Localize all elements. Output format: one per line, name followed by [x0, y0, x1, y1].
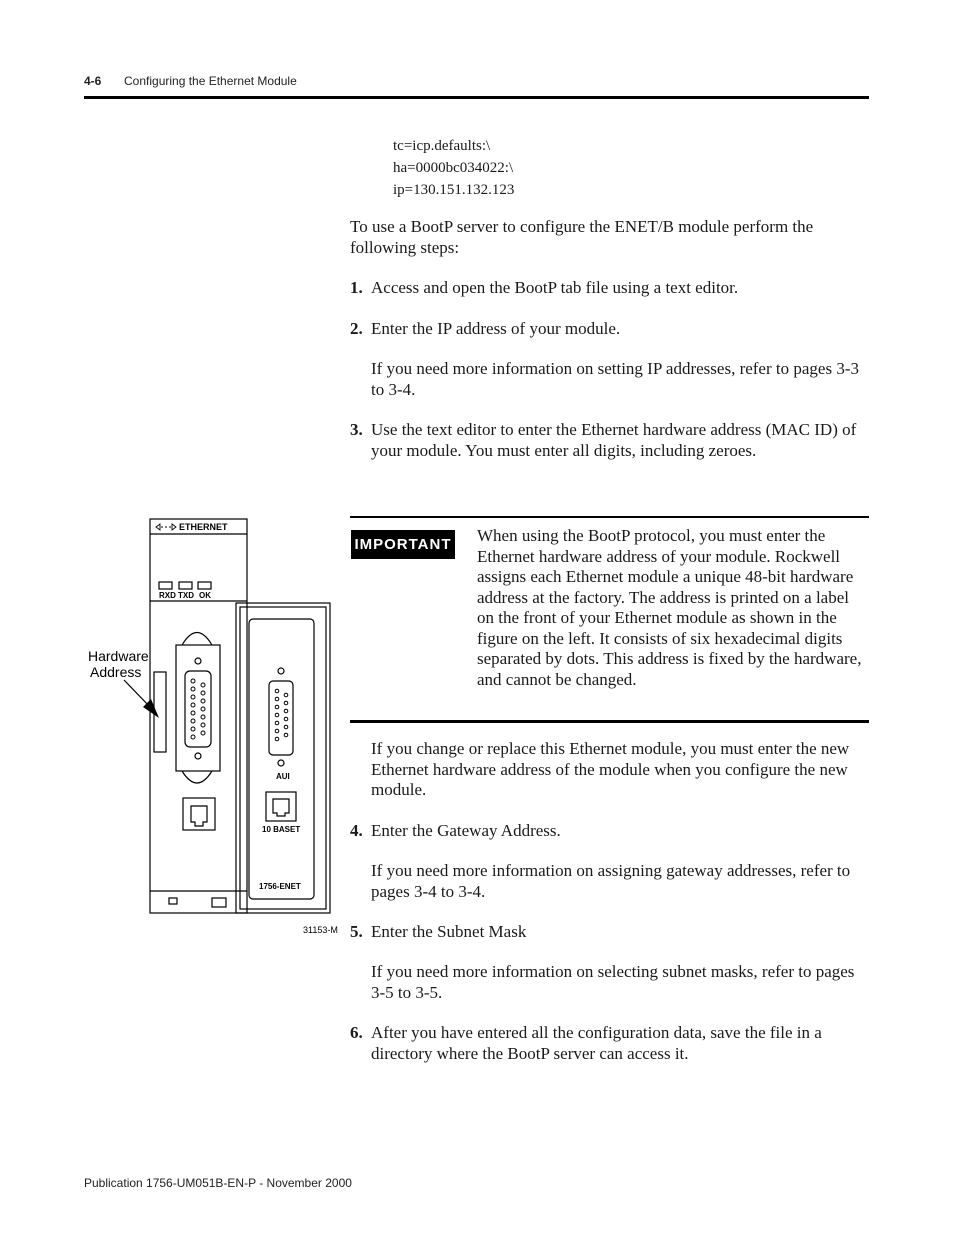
intro-paragraph: To use a BootP server to configure the ENET/B module perform the following steps:	[350, 217, 814, 257]
module-title: ETHERNET	[179, 522, 228, 532]
replace-module-note: If you change or replace this Ethernet module, you must enter the new Ethernet hardware address of the module when you configure the new module.	[371, 739, 850, 799]
code-line: ha=0000bc034022:\	[393, 160, 514, 176]
important-top-rule	[350, 516, 869, 518]
led-txd-label: TXD	[178, 591, 194, 600]
hardware-address-callout-line1: Hardware	[88, 648, 149, 664]
step-5-note: If you need more information on selecting subnet masks, refer to pages 3-5 to 3-5.	[371, 962, 855, 1002]
module-drawing	[84, 515, 344, 945]
step-number: 3.	[350, 420, 363, 439]
important-label: IMPORTANT	[351, 530, 455, 559]
led-ok-label: OK	[199, 591, 211, 600]
step-text: After you have entered all the configuration data, save the file in a directory where the BootP server can access it.	[371, 1023, 822, 1063]
code-line: tc=icp.defaults:\	[393, 138, 491, 154]
step-text: Use the text editor to enter the Ethernet hardware address (MAC ID) of your module. You must enter all digits, including zeroes.	[371, 420, 857, 460]
important-bottom-rule	[350, 720, 869, 723]
hardware-address-callout-line2: Address	[90, 664, 142, 680]
page-header	[84, 74, 297, 88]
step-2	[350, 319, 865, 340]
publication-footer: Publication 1756-UM051B-EN-P - November 2000	[84, 1176, 352, 1190]
10baset-port-label: 10 BASET	[262, 825, 301, 834]
step-5	[350, 922, 865, 943]
step-number: 6.	[350, 1023, 363, 1042]
step-number: 5.	[350, 922, 363, 941]
step-number: 2.	[350, 319, 363, 338]
step-text: Enter the IP address of your module.	[371, 319, 621, 338]
step-text: Access and open the BootP tab file using a text editor.	[371, 278, 739, 297]
led-rxd-label: RXD	[159, 591, 176, 600]
aui-port-label: AUI	[276, 772, 290, 781]
code-line: ip=130.151.132.123	[393, 182, 515, 198]
chapter-title: Configuring the Ethernet Module	[124, 74, 297, 88]
step-4	[350, 821, 865, 842]
step-3	[350, 420, 865, 461]
step-text: Enter the Subnet Mask	[371, 922, 527, 941]
model-label: 1756-ENET	[259, 882, 301, 891]
step-4-note: If you need more information on assigning gateway addresses, refer to pages 3-4 to 3-4.	[371, 861, 851, 901]
step-number: 4.	[350, 821, 363, 840]
step-number: 1.	[350, 278, 363, 297]
step-2-note: If you need more information on setting IP addresses, refer to pages 3-3 to 3-4.	[371, 359, 859, 399]
step-6	[350, 1023, 865, 1064]
header-rule	[84, 96, 869, 99]
step-text: Enter the Gateway Address.	[371, 821, 561, 840]
bootp-code-sample	[393, 135, 514, 201]
step-1	[350, 278, 865, 299]
figure-id: 31153-M	[303, 925, 338, 935]
ethernet-module-figure	[84, 515, 344, 945]
page-number: 4-6	[84, 74, 102, 88]
important-text: When using the BootP protocol, you must enter the Ethernet hardware address of your module. Rockwell assigns each Ethernet module a unique 48-bit hardware address at the factory. The address is printed on a label on the front of your Ethernet module as shown in the figure on the left. It consists of six hexadecimal digits separated by dots. This address is fixed by the hardware, and cannot be changed.	[477, 526, 862, 689]
